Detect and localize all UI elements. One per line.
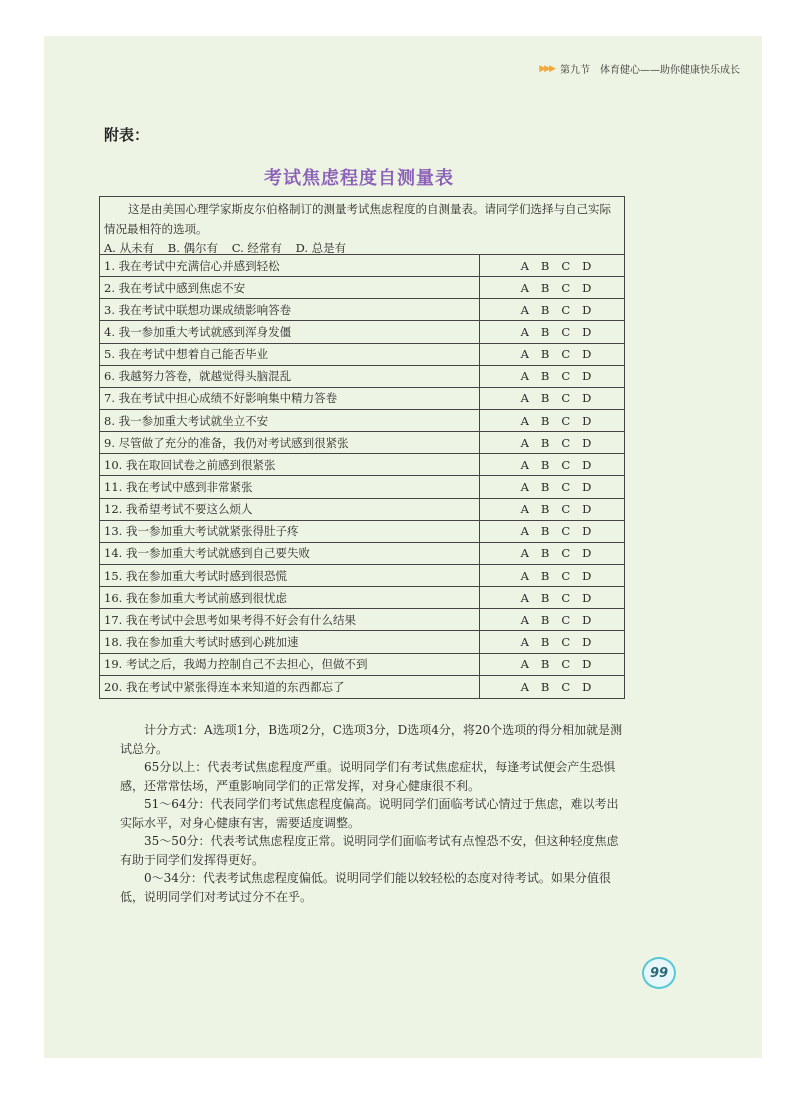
answer-choice: B: [540, 568, 550, 583]
answer-choice: D: [582, 302, 592, 317]
question-row: [100, 521, 624, 543]
question-text: 4. 我一参加重大考试就感到浑身发僵: [100, 321, 480, 342]
question-text: 19. 考试之后，我竭力控制自己不去担心，但做不到: [100, 654, 480, 675]
question-row: [100, 609, 624, 631]
answer-choice: C: [561, 590, 571, 605]
question-text: 18. 我在参加重大考试时感到心跳加速: [100, 631, 480, 652]
answer-options: [480, 587, 624, 608]
question-row: [100, 321, 624, 343]
page-number: 99: [642, 957, 676, 989]
question-row: [100, 432, 624, 454]
answer-choice: D: [582, 502, 592, 517]
answer-choice: C: [561, 524, 571, 539]
answer-choice: B: [540, 590, 550, 605]
answer-options: [480, 277, 624, 298]
answer-options: [480, 321, 624, 342]
answer-choice: D: [582, 546, 592, 561]
answer-choice: A: [520, 634, 529, 649]
answer-choice: A: [520, 435, 529, 450]
option-d: D. 总是有: [295, 241, 347, 255]
questionnaire-table: [99, 196, 625, 699]
question-row: [100, 410, 624, 432]
question-row: [100, 476, 624, 498]
answer-choice: A: [520, 324, 529, 339]
answer-choice: C: [561, 302, 571, 317]
question-row: [100, 654, 624, 676]
answer-choice: A: [520, 679, 529, 694]
answer-choice: B: [540, 280, 550, 295]
answer-choice: A: [520, 347, 529, 362]
answer-choice: B: [540, 391, 550, 406]
answer-options: [480, 344, 624, 365]
answer-options: [480, 366, 624, 387]
question-row: [100, 454, 624, 476]
question-text: 8. 我一参加重大考试就坐立不安: [100, 410, 480, 431]
answer-choice: A: [520, 524, 529, 539]
answer-options: [480, 565, 624, 586]
question-rows: [100, 255, 624, 698]
question-row: [100, 299, 624, 321]
answer-choice: D: [582, 324, 592, 339]
answer-options: [480, 388, 624, 409]
question-text: 1. 我在考试中充满信心并感到轻松: [100, 255, 480, 276]
answer-choice: D: [582, 391, 592, 406]
answer-options: [480, 609, 624, 630]
scoring-method: 计分方式：A选项1分，B选项2分，C选项3分，D选项4分，将20个选项的得分相加就是测试总分。: [120, 723, 623, 756]
score-band-severe: 65分以上：代表考试焦虑程度严重。说明同学们有考试焦虑症状，每逢考试便会产生恐惧感，还常常怯场，严重影响同学们的正常发挥，对身心健康很不利。: [120, 760, 616, 793]
score-band-normal: 35～50分：代表考试焦虑程度正常。说明同学们面临考试有点惶恐不安，但这种轻度焦虑有助于同学们发挥得更好。: [120, 834, 619, 867]
question-text: 3. 我在考试中联想功课成绩影响答卷: [100, 299, 480, 320]
answer-choice: D: [582, 347, 592, 362]
answer-choice: C: [561, 347, 571, 362]
answer-choice: D: [582, 568, 592, 583]
answer-choice: A: [520, 502, 529, 517]
question-row: [100, 676, 624, 698]
answer-choice: D: [582, 413, 592, 428]
question-row: [100, 366, 624, 388]
answer-choice: B: [540, 612, 550, 627]
answer-options: [480, 299, 624, 320]
answer-choice: B: [540, 657, 550, 672]
answer-choice: B: [540, 413, 550, 428]
answer-choice: B: [540, 502, 550, 517]
answer-options: [480, 410, 624, 431]
question-text: 15. 我在参加重大考试时感到很恐慌: [100, 565, 480, 586]
answer-choice: C: [561, 457, 571, 472]
table-intro: [100, 197, 624, 255]
answer-choice: D: [582, 457, 592, 472]
question-text: 10. 我在取回试卷之前感到很紧张: [100, 454, 480, 475]
answer-choice: B: [540, 258, 550, 273]
question-text: 6. 我越努力答卷，就越觉得头脑混乱: [100, 366, 480, 387]
question-text: 14. 我一参加重大考试就感到自己要失败: [100, 543, 480, 564]
answer-choice: D: [582, 590, 592, 605]
option-c: C. 经常有: [231, 241, 282, 255]
answer-choice: B: [540, 679, 550, 694]
answer-options: [480, 631, 624, 652]
answer-choice: B: [540, 302, 550, 317]
question-row: [100, 277, 624, 299]
scoring-section: [120, 721, 625, 906]
answer-options: [480, 521, 624, 542]
question-row: [100, 631, 624, 653]
answer-choice: C: [561, 369, 571, 384]
answer-choice: B: [540, 457, 550, 472]
answer-choice: C: [561, 413, 571, 428]
question-text: 5. 我在考试中想着自己能否毕业: [100, 344, 480, 365]
answer-choice: B: [540, 634, 550, 649]
answer-choice: A: [520, 258, 529, 273]
answer-choice: D: [582, 479, 592, 494]
answer-choice: C: [561, 679, 571, 694]
question-text: 11. 我在考试中感到非常紧张: [100, 476, 480, 497]
score-band-high: 51～64分：代表同学们考试焦虑程度偏高。说明同学们面临考试心情过于焦虑，难以考出实际水平，对身心健康有害，需要适度调整。: [120, 797, 619, 830]
arrow-icon: ▶▶▶: [539, 63, 554, 74]
answer-choice: D: [582, 258, 592, 273]
answer-choice: C: [561, 502, 571, 517]
question-text: 7. 我在考试中担心成绩不好影响集中精力答卷: [100, 388, 480, 409]
question-row: [100, 344, 624, 366]
answer-options: [480, 543, 624, 564]
answer-choice: A: [520, 302, 529, 317]
answer-choice: A: [520, 657, 529, 672]
section-label: 第九节: [560, 65, 590, 76]
score-band-low: 0～34分：代表考试焦虑程度偏低。说明同学们能以较轻松的态度对待考试。如果分值很低，说明同学们对考试过分不在乎。: [120, 871, 611, 904]
answer-choice: D: [582, 612, 592, 627]
answer-choice: B: [540, 479, 550, 494]
answer-choice: A: [520, 546, 529, 561]
answer-choice: C: [561, 280, 571, 295]
question-text: 13. 我一参加重大考试就紧张得肚子疼: [100, 521, 480, 542]
question-row: [100, 587, 624, 609]
answer-choice: C: [561, 634, 571, 649]
question-row: [100, 543, 624, 565]
question-text: 20. 我在考试中紧张得连本来知道的东西都忘了: [100, 676, 480, 698]
answer-choice: C: [561, 612, 571, 627]
answer-choice: C: [561, 258, 571, 273]
answer-choice: D: [582, 524, 592, 539]
answer-options: [480, 255, 624, 276]
answer-choice: B: [540, 546, 550, 561]
answer-choice: C: [561, 546, 571, 561]
answer-choice: D: [582, 634, 592, 649]
answer-choice: A: [520, 590, 529, 605]
answer-choice: B: [540, 369, 550, 384]
answer-choice: D: [582, 679, 592, 694]
question-row: [100, 499, 624, 521]
answer-options: [480, 676, 624, 698]
answer-choice: B: [540, 324, 550, 339]
running-header: [539, 61, 740, 76]
question-text: 16. 我在参加重大考试前感到很忧虑: [100, 587, 480, 608]
section-topic: 体育健心——助你健康快乐成长: [600, 65, 740, 76]
answer-options: [480, 454, 624, 475]
answer-choice: A: [520, 457, 529, 472]
answer-choice: D: [582, 369, 592, 384]
answer-choice: C: [561, 324, 571, 339]
option-a: A. 从未有: [104, 241, 155, 255]
answer-choice: A: [520, 369, 529, 384]
answer-choice: A: [520, 568, 529, 583]
answer-options: [480, 499, 624, 520]
answer-choice: C: [561, 657, 571, 672]
table-title: 考试焦虑程度自测量表: [264, 168, 454, 189]
answer-choice: C: [561, 435, 571, 450]
answer-options: [480, 476, 624, 497]
answer-choice: A: [520, 280, 529, 295]
answer-choice: C: [561, 391, 571, 406]
appendix-label: 附表：: [104, 126, 150, 144]
answer-choice: B: [540, 524, 550, 539]
question-text: 17. 我在考试中会思考如果考得不好会有什么结果: [100, 609, 480, 630]
answer-choice: D: [582, 435, 592, 450]
question-text: 12. 我希望考试不要这么烦人: [100, 499, 480, 520]
question-text: 2. 我在考试中感到焦虑不安: [100, 277, 480, 298]
answer-choice: A: [520, 391, 529, 406]
answer-choice: B: [540, 347, 550, 362]
option-b: B. 偶尔有: [167, 241, 219, 255]
answer-choice: A: [520, 612, 529, 627]
answer-options: [480, 432, 624, 453]
question-row: [100, 255, 624, 277]
answer-options: [480, 654, 624, 675]
answer-choice: B: [540, 435, 550, 450]
answer-choice: D: [582, 280, 592, 295]
answer-choice: A: [520, 413, 529, 428]
answer-choice: C: [561, 568, 571, 583]
question-row: [100, 565, 624, 587]
intro-text: 这是由美国心理学家斯皮尔伯格制订的测量考试焦虑程度的自测量表。请同学们选择与自己实际情况最相符的选项。: [104, 202, 611, 236]
question-text: 9. 尽管做了充分的准备，我仍对考试感到很紧张: [100, 432, 480, 453]
answer-choice: D: [582, 657, 592, 672]
answer-choice: C: [561, 479, 571, 494]
answer-choice: A: [520, 479, 529, 494]
question-row: [100, 388, 624, 410]
